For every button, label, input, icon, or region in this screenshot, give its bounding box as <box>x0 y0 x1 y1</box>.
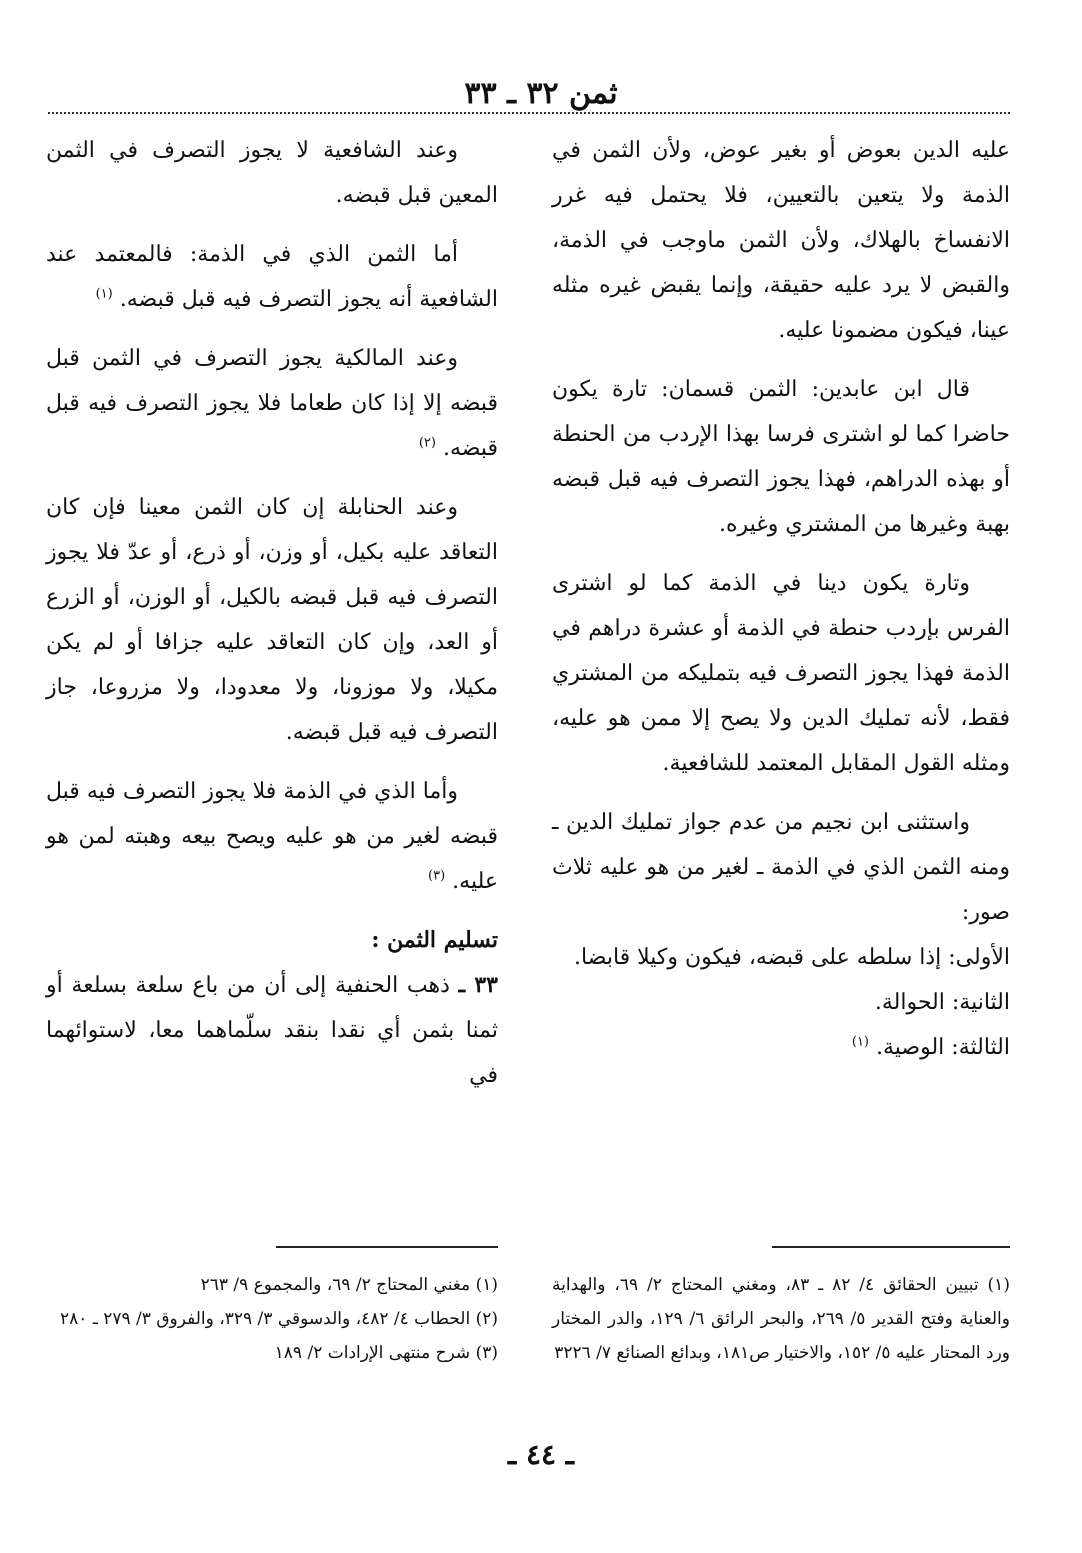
footnotes-right <box>552 1268 1010 1370</box>
right-paragraph-3: وتارة يكون دينا في الذمة كما لو اشترى الفرس بإردب حنطة في الذمة أو عشرة دراهم في الذمة فهذا يجوز التصرف فيه بتمليكه من المشتري فقط، لأنه تمليك الدين ولا يصح إلا ممن هو عليه، ومثله القول المقابل المعتمد للشافعية. <box>552 571 1010 776</box>
right-paragraph-1: عليه الدين بعوض أو بغير عوض، ولأن الثمن في الذمة ولا يتعين بالتعيين، فلا يحتمل فيه غرر الانفساخ بالهلاك، ولأن الثمن ماوجب في الذمة، والقبض لا يرد عليه حقيقة، وإنما يقبض غيره مثله عينا، فيكون مضمونا عليه. <box>552 138 1010 343</box>
footnote-ref: (٣) <box>428 868 446 884</box>
left-paragraph-2-text: أما الثمن الذي في الذمة: فالمعتمد عند الشافعية أنه يجوز التصرف فيه قبل قبضه. <box>46 242 498 312</box>
left-paragraph-5-text: وأما الذي في الذمة فلا يجوز التصرف فيه قبل قبضه لغير من هو عليه ويصح بيعه وهبته لمن هو عليه. <box>46 779 498 894</box>
section-heading: تسليم الثمن : <box>371 927 498 953</box>
right-paragraph-5: الأولى: إذا سلطه على قبضه، فيكون وكيلا قابضا. <box>574 945 1010 970</box>
left-paragraph-2 <box>46 232 498 322</box>
left-paragraph-1: وعند الشافعية لا يجوز التصرف في الثمن المعين قبل قبضه. <box>46 138 498 208</box>
section-number: ٣٣ ـ <box>458 972 498 998</box>
footnote-ref: (٢) <box>418 435 436 451</box>
footnote-left-2: (٢) الحطاب ٤/ ٤٨٢، والدسوقي ٣/ ٣٢٩، والفروق ٣/ ٢٧٩ ـ ٢٨٠ <box>60 1309 498 1329</box>
right-paragraph-7-text: الثالثة: الوصية. <box>876 1035 1010 1060</box>
right-paragraph-4: واستثنى ابن نجيم من عدم جواز تمليك الدين ـ ومنه الثمن الذي في الذمة ـ لغير من هو عليه ثلاث صور: <box>552 810 1010 925</box>
left-paragraph-3-text: وعند المالكية يجوز التصرف في الثمن قبل قبضه إلا إذا كان طعاما فلا يجوز التصرف فيه قبل قبضه. <box>46 346 498 461</box>
footnote-ref: (١) <box>95 286 113 302</box>
right-paragraph-6: الثانية: الحوالة. <box>874 990 1010 1015</box>
footnote-ref: (١) <box>851 1034 869 1050</box>
left-paragraph-5 <box>46 769 498 904</box>
right-column <box>552 128 1010 1070</box>
left-paragraph-6-text: ذهب الحنفية إلى أن من باع سلعة بسلعة أو ثمنا بثمن أي نقدا بنقد سلّماهما معا، لاستوائهما في <box>46 973 498 1088</box>
left-paragraph-6 <box>46 963 498 1098</box>
right-paragraph-2: قال ابن عابدين: الثمن قسمان: تارة يكون حاضرا كما لو اشترى فرسا بهذا الإردب من الحنطة أو بهذه الدراهم، فهذا يجوز التصرف فيه قبل قبضه بهبة وغيرها من المشتري وغيره. <box>552 377 1010 537</box>
footnote-rule-left <box>276 1246 498 1248</box>
footnote-left-3: (٣) شرح منتهى الإرادات ٢/ ١٨٩ <box>274 1343 498 1363</box>
footnotes-left <box>46 1268 498 1370</box>
page-number: ـ ٤٤ ـ <box>508 1438 574 1471</box>
left-paragraph-4: وعند الحنابلة إن كان الثمن معينا فإن كان التعاقد عليه بكيل، أو وزن، أو ذرع، أو عدّ فلا يجوز التصرف فيه قبل قبضه بالكيل، أو الوزن، أو الزرع أو العد، وإن كان التعاقد عليه جزافا أو لم يكن مكيلا، ولا موزونا، ولا معدودا، ولا مزروعا، جاز التصرف فيه قبل قبضه. <box>46 495 498 745</box>
left-paragraph-3 <box>46 336 498 471</box>
right-paragraph-7 <box>552 1025 1010 1070</box>
footnote-left-1: (١) مغني المحتاج ٢/ ٦٩، والمجموع ٩/ ٢٦٣ <box>200 1275 498 1295</box>
header-dotted-rule <box>48 112 1010 114</box>
footnote-rule-right <box>772 1246 1010 1248</box>
left-column <box>46 128 498 1098</box>
footnote-right-1: (١) تبيين الحقائق ٤/ ٨٢ ـ ٨٣، ومغني المحتاج ٢/ ٦٩، والهداية والعناية وفتح القدير ٥/ ٢٦٩، والبحر الرائق ٦/ ١٢٩، والدر المختار ورد المحتار عليه ٥/ ١٥٢، والاختيار ص١٨١، وبدائع الصنائع ٧/ ٣٢٢٦ <box>552 1275 1010 1363</box>
page-header-title: ثمن ٣٢ ـ ٣٣ <box>464 76 618 111</box>
